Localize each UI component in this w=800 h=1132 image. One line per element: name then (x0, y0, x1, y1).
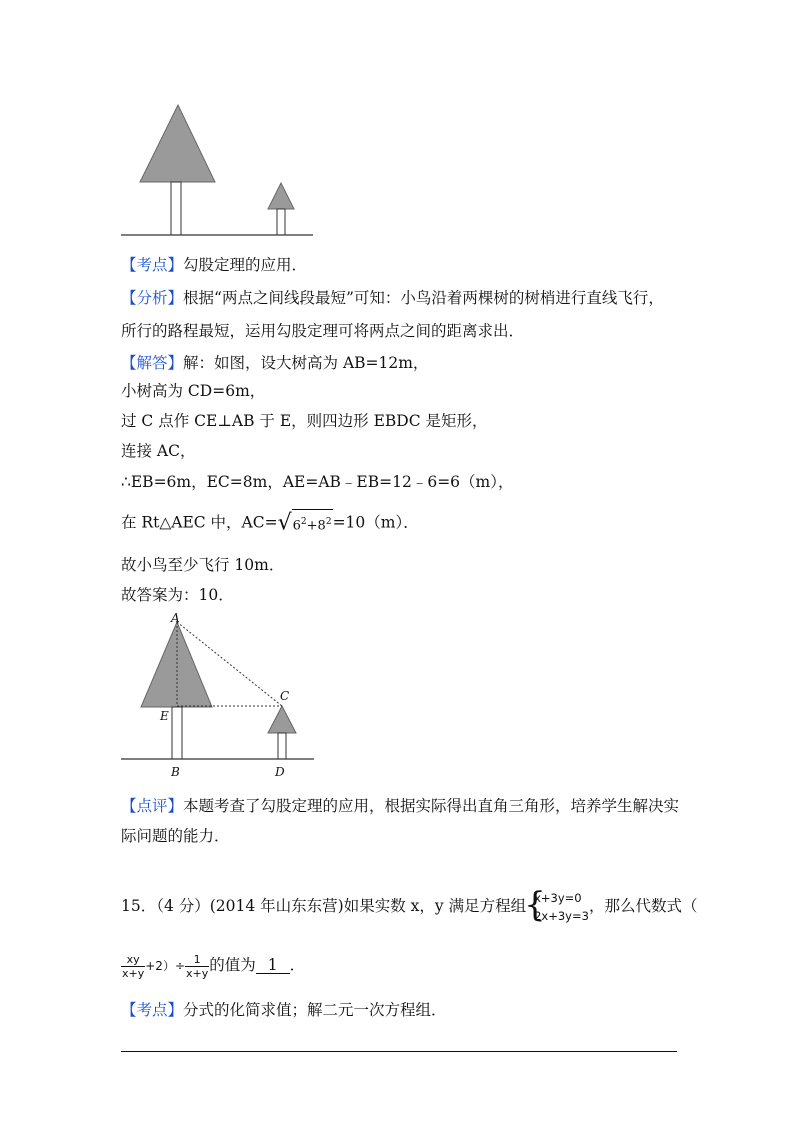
sqrt-expression (278, 509, 333, 538)
q15-end: ． (289, 956, 306, 974)
kaodian-line (121, 255, 307, 275)
fenxi-tag: 【分析】 (121, 289, 184, 307)
fraction-1-over-xplusy (185, 953, 209, 980)
big-tree-trunk-2 (172, 707, 182, 759)
fenxi-line (121, 288, 664, 308)
radicand-a: 6 (292, 518, 301, 534)
equation-1: x+3y=0 (534, 891, 582, 905)
kaodian-tag: 【考点】 (121, 256, 184, 274)
q15-kaodian-text: 分式的化简求值；解二元一次方程组． (183, 1001, 447, 1019)
bottom-rule (121, 1051, 677, 1052)
frac2-numerator: 1 (185, 953, 209, 967)
radicand-b-exp: 2 (325, 517, 332, 527)
sqrt-sign: √ (277, 510, 292, 536)
small-tree-crown-2 (268, 706, 296, 733)
label-E: E (160, 709, 169, 723)
equation-system (524, 885, 589, 925)
question-15-expression (121, 950, 305, 981)
q15-prefix: 15．（4 分）(2014 年山东东营)如果实数 x，y 满足方程组 (121, 897, 527, 915)
solution-line-4: 连接 AC， (121, 442, 196, 460)
frac1-numerator: xy (121, 953, 145, 967)
trees-figure (118, 95, 318, 240)
solution-line-6 (121, 509, 419, 538)
fenxi-text-1: 根据“两点之间线段最短”可知：小鸟沿着两棵树的树梢进行直线飞行， (183, 289, 664, 307)
solution-line-3: 过 C 点作 CE⊥AB 于 E，则四边形 EBDC 是矩形， (121, 412, 488, 430)
frac1-denominator: x+y (122, 966, 145, 980)
dianping-text-1: 本题考查了勾股定理的应用，根据实际得出直角三角形，培养学生解决实 (183, 797, 680, 815)
radicand-b: 8 (317, 518, 326, 534)
dianping-tag: 【点评】 (121, 797, 184, 815)
sqrt-radicand (292, 509, 333, 538)
solution-line-2: 小树高为 CD=6m， (121, 382, 266, 400)
solution-line-5: ∴EB=6m，EC=8m，AE=AB﹣EB=12﹣6=6（m）， (121, 473, 514, 491)
label-D: D (275, 765, 285, 779)
plus-two-divide: +2）÷ (145, 959, 185, 973)
radicand-a-exp: 2 (300, 517, 307, 527)
solution-figure (118, 612, 323, 782)
q15-suffix: ，那么代数式（ (588, 897, 698, 915)
system-brace: { (524, 885, 546, 925)
small-tree-crown (268, 183, 294, 209)
small-tree-trunk (277, 209, 285, 235)
big-tree-trunk (171, 182, 181, 235)
label-C: C (280, 689, 290, 703)
frac2-denominator: x+y (186, 966, 209, 980)
label-A: A (171, 612, 180, 625)
q15-tail: 的值为 (209, 956, 256, 974)
question-15-line (121, 886, 697, 926)
q15-kaodian-line (121, 1000, 447, 1020)
small-tree-trunk-2 (278, 733, 286, 759)
solution-line-8: 故答案为：10． (121, 586, 234, 604)
equation-2: 2x+3y=3 (534, 909, 589, 923)
dianping-text-2: 际问题的能力． (121, 827, 230, 845)
kaodian-text: 勾股定理的应用． (183, 256, 308, 274)
fraction-xy-over-xplusy (121, 953, 145, 980)
jieda-tag: 【解答】 (121, 354, 184, 372)
jieda-line (121, 353, 428, 373)
fenxi-text-2: 所行的路程最短，运用勾股定理可将两点之间的距离求出． (121, 322, 525, 340)
answer-blank: 1 (256, 957, 290, 974)
label-B: B (171, 765, 180, 779)
q15-kaodian-tag: 【考点】 (121, 1001, 184, 1019)
line6-prefix: 在 Rt△AEC 中，AC= (121, 513, 278, 532)
line6-suffix: =10（m）． (332, 513, 419, 532)
dianping-line (121, 796, 679, 816)
radicand-plus: + (306, 518, 318, 534)
solution-line-7: 故小鸟至少飞行 10m． (121, 556, 285, 574)
jieda-text-1: 解：如图，设大树高为 AB=12m， (183, 354, 429, 372)
big-tree-crown (140, 105, 215, 182)
